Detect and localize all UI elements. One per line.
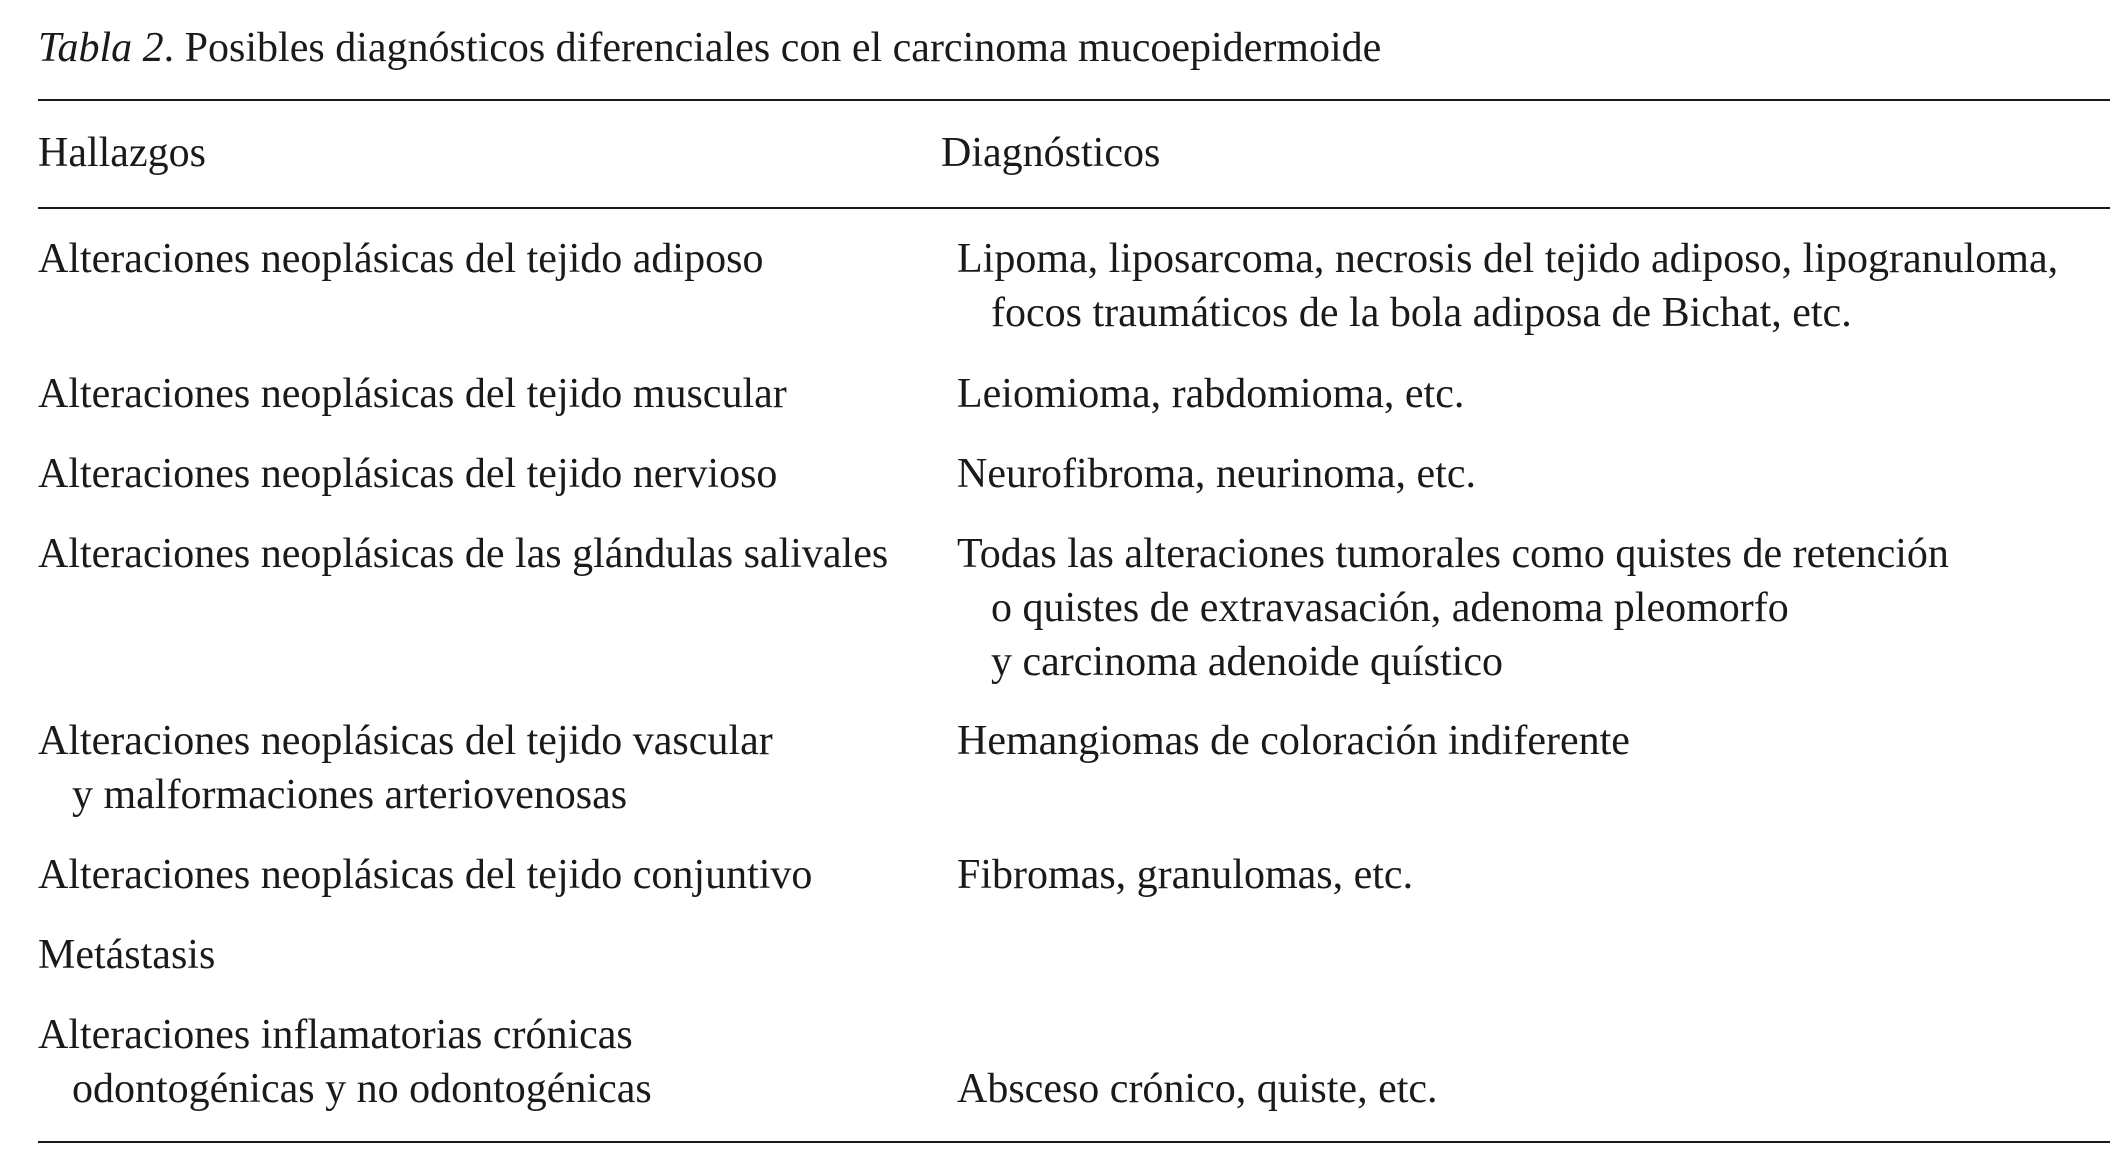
finding-line: Metástasis	[38, 932, 216, 978]
diagnosis-cell	[957, 367, 1464, 421]
finding-cell	[38, 928, 215, 982]
diagnosis-cell	[957, 447, 1476, 501]
diagnosis-line: Todas las alteraciones tumorales como quistes de retención	[957, 531, 1949, 577]
finding-cell	[38, 1008, 652, 1116]
header-diagnoses: Diagnósticos	[941, 130, 1161, 176]
diagnosis-line: Neurofibroma, neurinoma, etc.	[957, 451, 1476, 497]
table-bottom-rule	[38, 1141, 2110, 1143]
diagnosis-line: Hemangiomas de coloración indiferente	[957, 718, 1630, 764]
finding-cell	[38, 848, 812, 902]
table-caption-text: . Posibles diagnósticos diferenciales con el carcinoma mucoepidermoide	[163, 25, 1382, 71]
diagnosis-cell	[957, 527, 1949, 689]
finding-cell	[38, 714, 773, 822]
finding-cell	[38, 447, 777, 501]
finding-cell	[38, 232, 763, 286]
finding-cell	[38, 367, 787, 421]
diagnosis-cell	[957, 714, 1630, 768]
diagnosis-line: Absceso crónico, quiste, etc.	[957, 1066, 1438, 1112]
finding-line: Alteraciones neoplásicas del tejido nervioso	[38, 451, 778, 497]
table-caption-label: Tabla 2	[38, 25, 164, 71]
diagnosis-line: o quistes de extravasación, adenoma pleomorfo	[991, 585, 1789, 631]
finding-line: Alteraciones neoplásicas del tejido muscular	[38, 371, 787, 417]
document-page	[38, 0, 2110, 1154]
finding-line: Alteraciones neoplásicas del tejido vascular	[38, 718, 773, 764]
table-header-rule	[38, 207, 2110, 209]
finding-line: Alteraciones neoplásicas del tejido adiposo	[38, 236, 764, 282]
diagnosis-line: Leiomioma, rabdomioma, etc.	[957, 371, 1465, 417]
table-caption	[38, 20, 1381, 76]
diagnosis-line	[957, 1008, 1438, 1062]
finding-line: Alteraciones inflamatorias crónicas	[38, 1012, 633, 1058]
finding-line: Alteraciones neoplásicas del tejido conjuntivo	[38, 852, 813, 898]
diagnosis-line: focos traumáticos de la bola adiposa de Bichat, etc.	[991, 290, 1852, 336]
diagnosis-cell	[957, 232, 2058, 340]
diagnosis-line: Fibromas, granulomas, etc.	[957, 852, 1414, 898]
diagnosis-cell	[957, 848, 1413, 902]
table-top-rule	[38, 99, 2110, 101]
finding-line: odontogénicas y no odontogénicas	[72, 1066, 652, 1112]
header-findings: Hallazgos	[38, 130, 206, 176]
diagnosis-line: y carcinoma adenoide quístico	[991, 639, 1503, 685]
diagnosis-line: Lipoma, liposarcoma, necrosis del tejido adiposo, lipogranuloma,	[957, 236, 2059, 282]
finding-cell	[38, 527, 888, 581]
finding-line: Alteraciones neoplásicas de las glándulas salivales	[38, 531, 889, 577]
finding-line: y malformaciones arteriovenosas	[72, 772, 628, 818]
diagnosis-cell	[957, 1008, 1438, 1116]
